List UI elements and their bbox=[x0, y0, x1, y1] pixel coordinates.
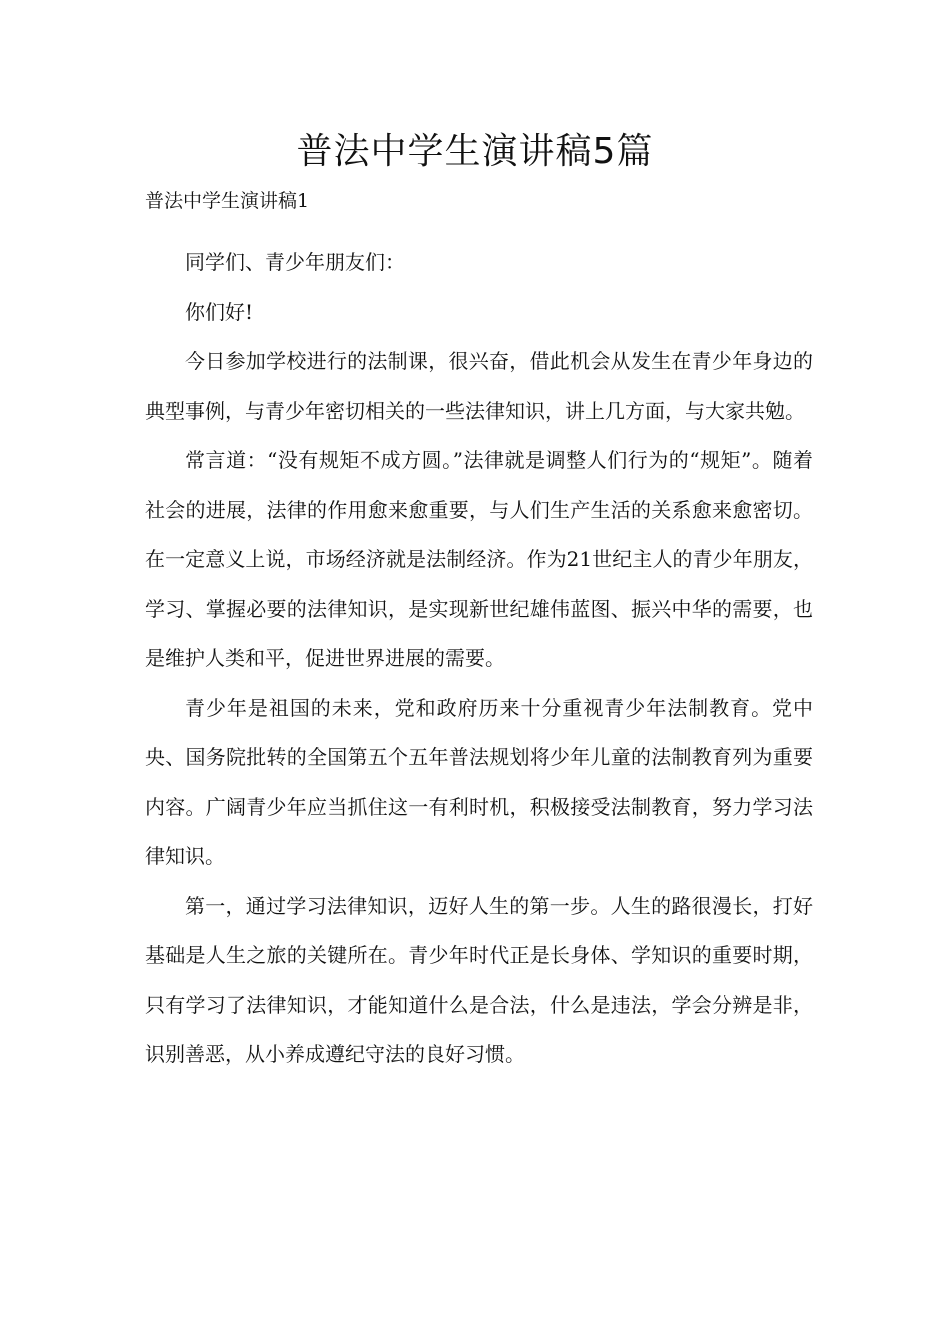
paragraph-youth: 青少年是祖国的未来，党和政府历来十分重视青少年法制教育。党中央、国务院批转的全国第五个五年普法规划将少年儿童的法制教育列为重要内容。广阔青少年应当抓住这一有利时机，积极接受法制教育，努力学习法律知识。 bbox=[145, 695, 813, 868]
paragraph-hello: 你们好! bbox=[185, 299, 254, 324]
paragraph-first-point: 第一，通过学习法律知识，迈好人生的第一步。人生的路很漫长，打好基础是人生之旅的关键所在。青少年时代正是长身体、学知识的重要时期，只有学习了法律知识，才能知道什么是合法，什么是违法，学会分辨是非，识别善恶，从小养成遵纪守法的良好习惯。 bbox=[145, 893, 813, 1066]
document-title: 普法中学生演讲稿5篇 bbox=[296, 131, 654, 172]
paragraph-greeting: 同学们、青少年朋友们： bbox=[185, 250, 405, 274]
section-heading: 普法中学生演讲稿1 bbox=[145, 190, 310, 212]
body-text bbox=[145, 238, 813, 1080]
paragraph-rules: 常言道：“没有规矩不成方圆。”法律就是调整人们行为的“规矩”。随着社会的进展，法律的作用愈来愈重要，与人们生产生活的关系愈来愈密切。在一定意义上说，市场经济就是法制经济。作为21世纪主人的青少年朋友，学习、掌握必要的法律知识，是实现新世纪雄伟蓝图、振兴中华的需要，也是维护人类和平，促进世界进展的需要。 bbox=[145, 448, 813, 670]
paragraph-intro: 今日参加学校进行的法制课，很兴奋，借此机会从发生在青少年身边的典型事例，与青少年密切相关的一些法律知识，讲上几方面，与大家共勉。 bbox=[145, 349, 813, 423]
